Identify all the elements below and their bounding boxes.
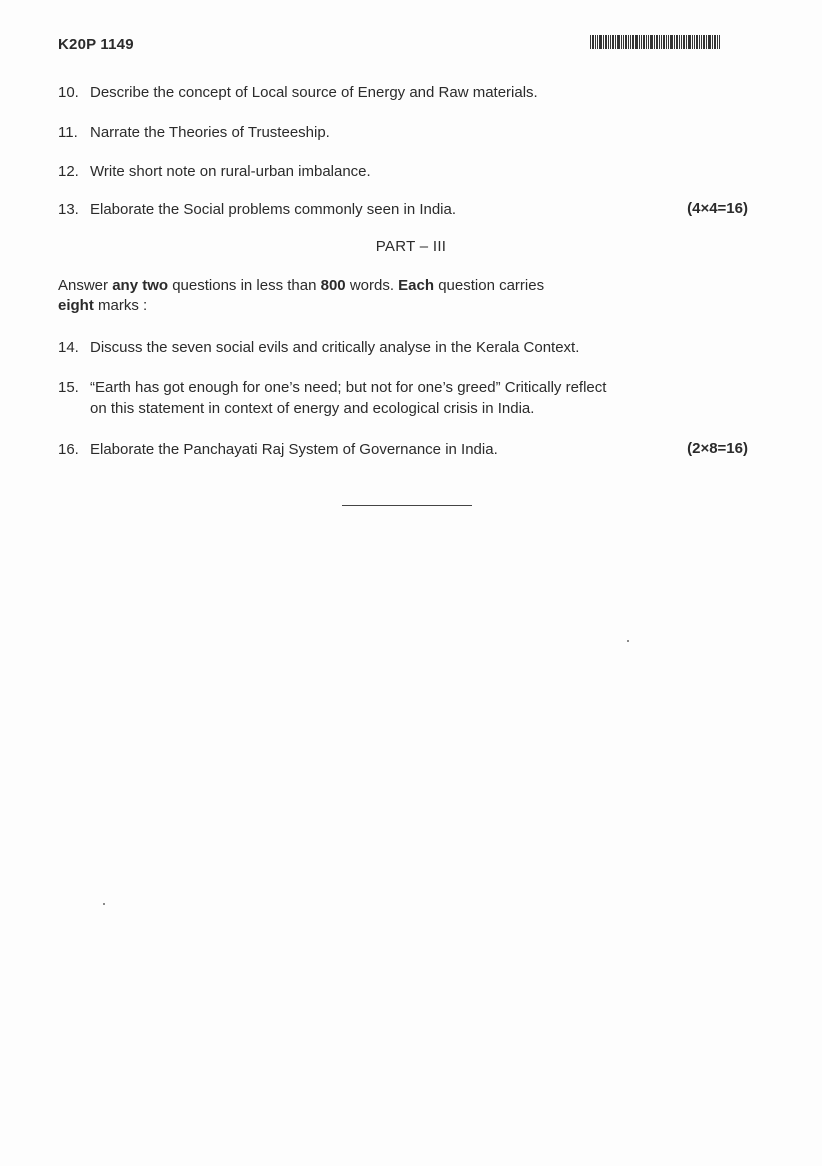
barcode-bar xyxy=(654,35,655,49)
barcode-bar xyxy=(714,35,716,49)
barcode-bar xyxy=(641,35,642,49)
barcode-bar xyxy=(643,35,645,49)
question-text: Elaborate the Social problems commonly seen in India. xyxy=(90,201,457,218)
barcode-bar xyxy=(688,35,691,49)
instruction-bold: eight xyxy=(58,297,94,314)
barcode-bar xyxy=(612,35,614,49)
barcode-bar xyxy=(625,35,627,49)
barcode-bar xyxy=(615,35,616,49)
barcode-bar xyxy=(719,35,720,49)
part3-heading: PART – III xyxy=(375,238,447,255)
barcode-bar xyxy=(635,35,638,49)
question-number: 13. xyxy=(58,201,79,218)
barcode-bar xyxy=(712,35,713,49)
question-number: 15. xyxy=(58,379,79,396)
instruction-bold: Each xyxy=(398,277,435,294)
barcode-bar xyxy=(656,35,658,49)
question-16 xyxy=(58,440,498,459)
instruction-bold: 800 xyxy=(320,277,346,294)
barcode-bar xyxy=(623,35,624,49)
scan-speck xyxy=(627,640,629,642)
instruction-bold: any two xyxy=(112,277,169,294)
instruction-text: Answer xyxy=(58,277,113,294)
question-10 xyxy=(58,83,538,102)
question-text: Narrate the Theories of Trusteeship. xyxy=(90,124,330,141)
instruction-text: question carries xyxy=(434,277,545,294)
barcode-bar xyxy=(650,35,653,49)
barcode-bar xyxy=(681,35,682,49)
question-text-line2: on this statement in context of energy and ecological crisis in India. xyxy=(90,400,535,417)
question-13 xyxy=(58,200,456,219)
barcode-bar xyxy=(605,35,607,49)
barcode-bar xyxy=(663,35,665,49)
barcode-bar xyxy=(696,35,698,49)
barcode-bar xyxy=(632,35,634,49)
question-text: Discuss the seven social evils and critically analyse in the Kerala Context. xyxy=(90,339,580,356)
barcode-bar xyxy=(597,35,598,49)
question-number: 16. xyxy=(58,441,79,458)
barcode-bar xyxy=(699,35,700,49)
barcode-bar xyxy=(599,35,602,49)
question-number: 12. xyxy=(58,163,79,180)
barcode-bar xyxy=(670,35,673,49)
barcode-bar xyxy=(701,35,702,49)
question-text: Write short note on rural-urban imbalance. xyxy=(90,163,371,180)
barcode-bar xyxy=(617,35,620,49)
barcode-bar xyxy=(666,35,667,49)
instruction-text: words. xyxy=(345,277,399,294)
barcode-bar xyxy=(590,35,591,49)
barcode-bar xyxy=(595,35,596,49)
barcode-bar xyxy=(648,35,649,49)
question-12 xyxy=(58,162,371,181)
barcode-bar xyxy=(646,35,647,49)
question-text: Describe the concept of Local source of Energy and Raw materials. xyxy=(90,84,538,101)
question-11 xyxy=(58,123,330,142)
barcode-bar xyxy=(630,35,631,49)
end-divider xyxy=(342,505,472,506)
barcode-bar xyxy=(708,35,711,49)
barcode-bar xyxy=(659,35,660,49)
barcode-bar xyxy=(661,35,662,49)
question-15 xyxy=(58,377,606,419)
barcode-bar xyxy=(639,35,640,49)
barcode-bar xyxy=(628,35,629,49)
barcode-bar xyxy=(692,35,693,49)
barcode-bar xyxy=(608,35,609,49)
paper-code: K20P 1149 xyxy=(58,36,134,53)
barcode-bar xyxy=(686,35,687,49)
part3-marks: (2×8=16) xyxy=(687,440,748,457)
barcode-bar xyxy=(603,35,604,49)
barcode-bar xyxy=(706,35,707,49)
barcode-graphic xyxy=(590,35,748,49)
question-number: 10. xyxy=(58,84,79,101)
barcode-bar xyxy=(717,35,718,49)
scan-speck xyxy=(103,903,105,905)
barcode-bar xyxy=(592,35,594,49)
barcode-bar xyxy=(694,35,695,49)
barcode-bar xyxy=(610,35,611,49)
question-number: 11. xyxy=(58,124,78,141)
question-text-line1: “Earth has got enough for one’s need; but not for one’s greed” Critically reflect xyxy=(90,379,607,396)
barcode-bar xyxy=(703,35,705,49)
barcode-bar xyxy=(621,35,622,49)
part3-instruction xyxy=(58,276,678,316)
question-text: Elaborate the Panchayati Raj System of Governance in India. xyxy=(90,441,498,458)
barcode-bar xyxy=(676,35,678,49)
instruction-text: marks : xyxy=(93,297,148,314)
barcode-bar xyxy=(668,35,669,49)
part2-marks: (4×4=16) xyxy=(687,200,748,217)
barcode-bar xyxy=(674,35,675,49)
question-number: 14. xyxy=(58,339,79,356)
question-14 xyxy=(58,338,579,357)
barcode-bar xyxy=(679,35,680,49)
barcode-bar xyxy=(683,35,685,49)
instruction-text: questions in less than xyxy=(168,277,321,294)
